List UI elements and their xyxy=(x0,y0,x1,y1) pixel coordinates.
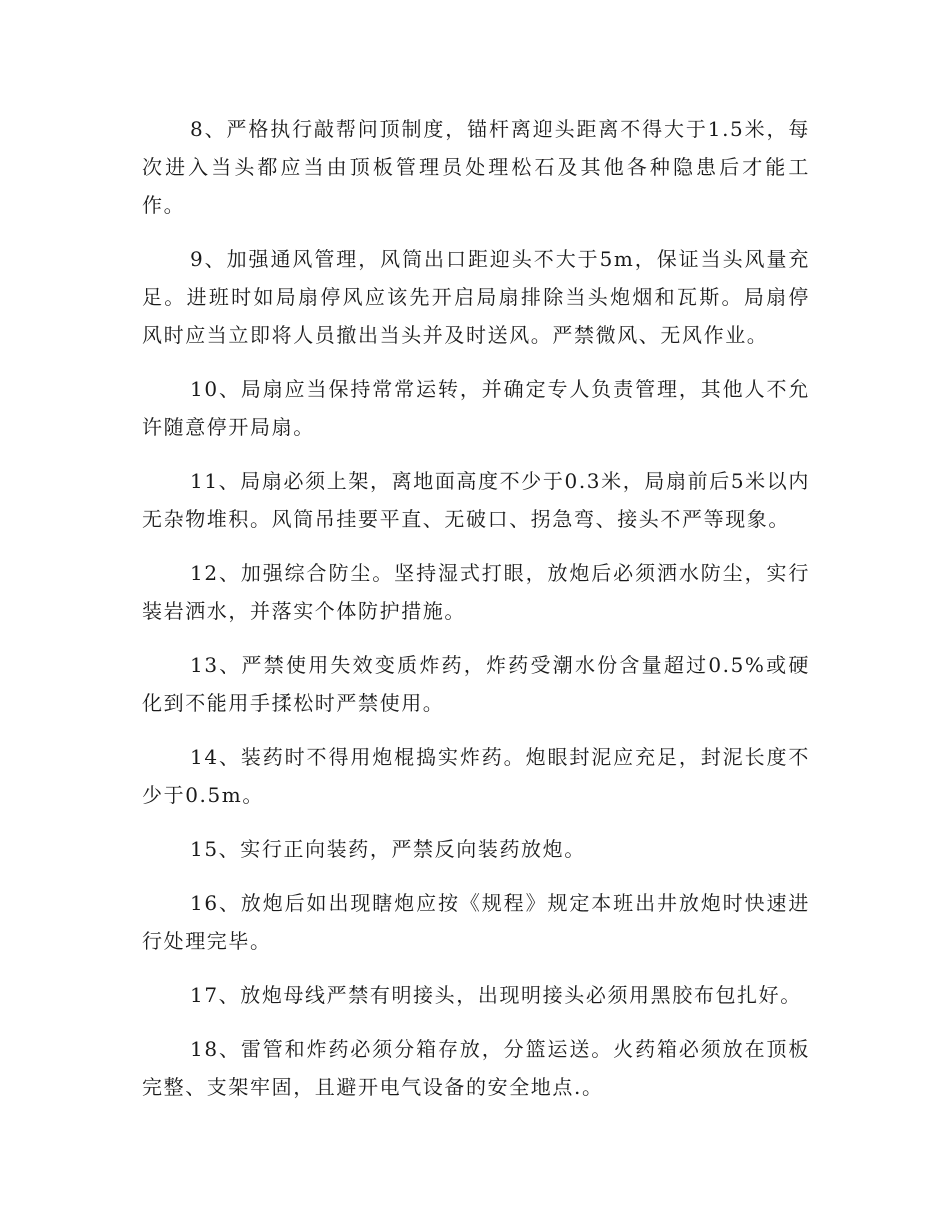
document-body xyxy=(142,110,810,1122)
paragraph-item-18: 18、雷管和炸药必须分箱存放，分篮运送。火药箱必须放在顶板完整、支架牢固，且避开电气设备的安全地点.。 xyxy=(142,1037,810,1099)
paragraph-item-15: 15、实行正向装药，严禁反向装药放炮。 xyxy=(190,837,586,861)
paragraph-item-16: 16、放炮后如出现瞎炮应按《规程》规定本班出井放炮时快速进行处理完毕。 xyxy=(142,891,810,953)
paragraph-item-17: 17、放炮母线严禁有明接头，出现明接头必须用黑胶布包扎好。 xyxy=(190,983,802,1007)
paragraph-item-13: 13、严禁使用失效变质炸药，炸药受潮水份含量超过0.5%或硬化到不能用手揉松时严禁使用。 xyxy=(142,653,810,715)
paragraph-item-11: 11、局扇必须上架，离地面高度不少于0.3米，局扇前后5米以内无杂物堆积。风筒吊挂要平直、无破口、拐急弯、接头不严等现象。 xyxy=(142,469,810,531)
paragraph-item-10: 10、局扇应当保持常常运转，并确定专人负责管理，其他人不允许随意停开局扇。 xyxy=(142,377,810,439)
paragraph-item-14: 14、装药时不得用炮棍捣实炸药。炮眼封泥应充足，封泥长度不少于0.5m。 xyxy=(142,745,810,807)
paragraph-item-8: 8、严格执行敲帮问顶制度，锚杆离迎头距离不得大于1.5米，每次进入当头都应当由顶板管理员处理松石及其他各种隐患后才能工作。 xyxy=(142,117,810,217)
paragraph-item-12: 12、加强综合防尘。坚持湿式打眼，放炮后必须洒水防尘，实行装岩洒水，并落实个体防护措施。 xyxy=(142,561,810,623)
paragraph-item-9: 9、加强通风管理，风筒出口距迎头不大于5m，保证当头风量充足。进班时如局扇停风应该先开启局扇排除当头炮烟和瓦斯。局扇停风时应当立即将人员撤出当头并及时送风。严禁微风、无风作业。 xyxy=(142,247,810,347)
